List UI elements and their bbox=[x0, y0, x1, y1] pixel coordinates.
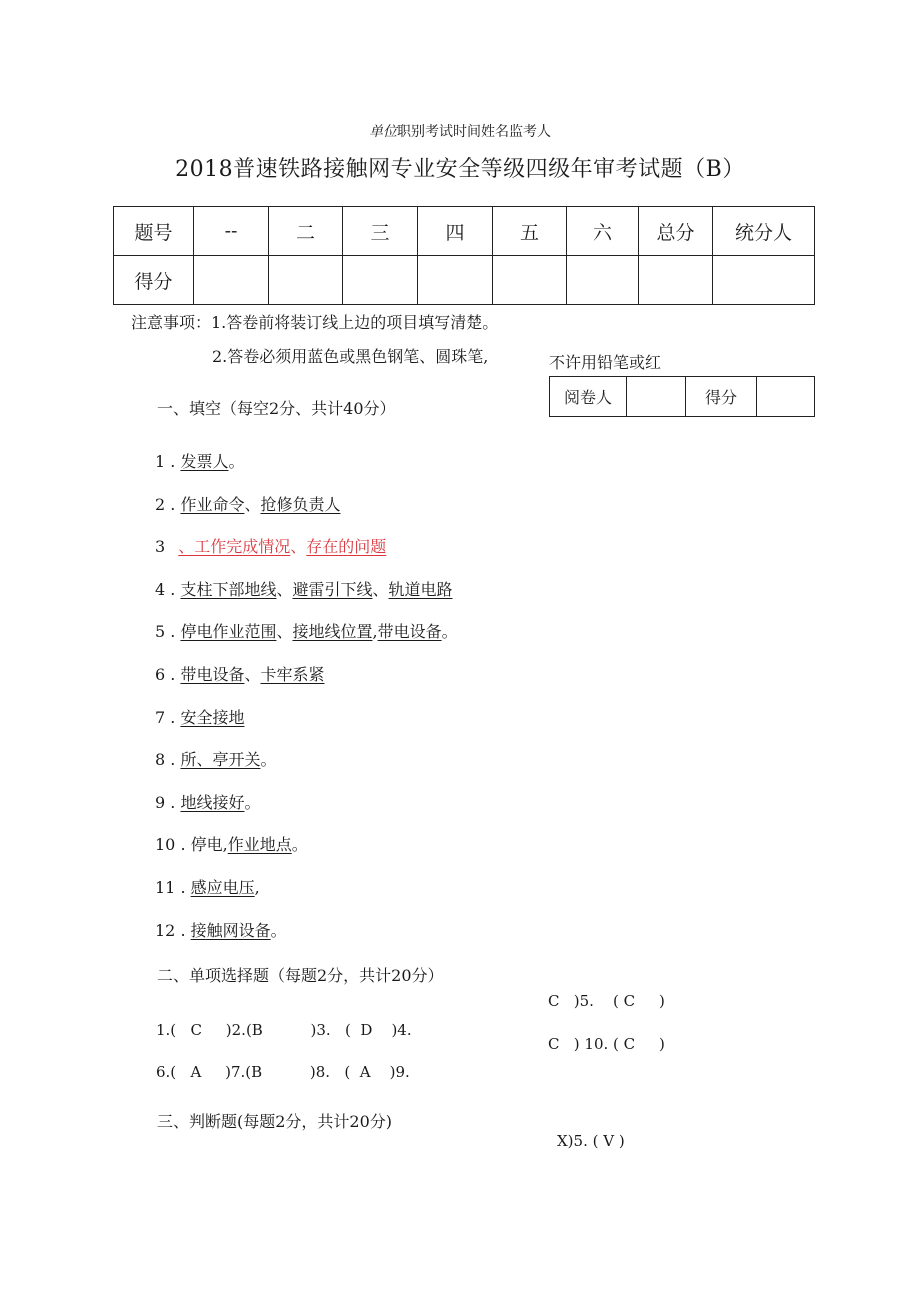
grader-box bbox=[549, 376, 815, 417]
grader-score-cell[interactable] bbox=[757, 377, 815, 417]
fill-blank-item bbox=[155, 790, 260, 813]
score-header-cell: 五 bbox=[493, 207, 567, 256]
score-row-label: 得分 bbox=[114, 256, 194, 305]
answer-punct: 、 bbox=[276, 622, 293, 642]
answer-blank[interactable]: 地线接好 bbox=[180, 792, 245, 812]
answer-blank[interactable]: 带电设备 bbox=[377, 622, 442, 642]
choice-answers-right-1: C )5. ( C ) bbox=[548, 992, 665, 1010]
answer-blank[interactable]: 接触网设备 bbox=[190, 920, 271, 940]
fill-blank-item bbox=[155, 534, 386, 557]
score-input-cell[interactable] bbox=[194, 256, 269, 305]
score-header-cell: 三 bbox=[343, 207, 418, 256]
answer-blank[interactable]: 感应电压 bbox=[190, 878, 255, 897]
score-header-cell: -- bbox=[194, 207, 269, 256]
fill-blank-item bbox=[155, 918, 287, 941]
notes-line-1: 注意事项：1.答卷前将装订线上边的项目填写清楚。 bbox=[131, 313, 499, 332]
fill-blank-item bbox=[155, 705, 244, 728]
answer-punct: 、 bbox=[372, 579, 389, 599]
item-number: 8 . bbox=[155, 750, 181, 770]
score-input-cell[interactable] bbox=[567, 256, 639, 305]
score-input-cell[interactable] bbox=[639, 256, 713, 305]
item-number: 10 . bbox=[155, 835, 191, 855]
item-number: 12 . bbox=[155, 920, 191, 940]
answer-punct: 、 bbox=[244, 494, 261, 514]
item-number: 11 . bbox=[155, 878, 191, 897]
item-number: 1 . bbox=[155, 452, 181, 471]
fill-blank-item bbox=[155, 832, 308, 855]
notes-line-2: 2.答卷必须用蓝色或黑色钢笔、圆珠笔, bbox=[212, 347, 489, 366]
answer-punct: 、 bbox=[244, 665, 261, 684]
fill-blank-item bbox=[155, 492, 340, 515]
answer-blank[interactable]: 所、亭开关 bbox=[180, 750, 261, 770]
choice-answers-line-1: 1.( C )2.(B )3. ( D )4. bbox=[156, 1021, 412, 1039]
exam-header-fields bbox=[0, 121, 920, 141]
notes-line-2-tail: 不许用铅笔或红 bbox=[549, 353, 662, 372]
item-number: 2 . bbox=[155, 494, 181, 514]
section-2-title: 二、单项选择题（每题2分，共计20分） bbox=[157, 966, 444, 985]
answer-blank[interactable]: 停电作业范围 bbox=[180, 622, 277, 642]
answer-punct: 停电, bbox=[190, 835, 228, 855]
answer-punct: 。 bbox=[291, 835, 308, 855]
answer-punct: 。 bbox=[270, 920, 287, 940]
fill-blank-item bbox=[155, 662, 324, 685]
score-header-cell: 总分 bbox=[639, 207, 713, 256]
score-input-cell[interactable] bbox=[343, 256, 418, 305]
section-3-title: 三、判断题(每题2分，共计20分) bbox=[157, 1112, 393, 1131]
header-fields: 职别考试时间姓名监考人 bbox=[397, 124, 551, 140]
answer-blank[interactable]: 、工作完成情况 bbox=[178, 537, 291, 557]
fill-blank-item bbox=[155, 449, 244, 472]
answer-punct: 、 bbox=[276, 579, 293, 599]
answer-punct: 。 bbox=[244, 792, 261, 812]
choice-answers-right-2: C ) 10. ( C ) bbox=[548, 1035, 665, 1053]
item-number: 9 . bbox=[155, 792, 181, 812]
fill-blank-item bbox=[155, 577, 453, 600]
item-number: 6 . bbox=[155, 665, 181, 684]
answer-blank[interactable]: 支柱下部地线 bbox=[180, 579, 277, 599]
item-number: 3 bbox=[155, 537, 171, 557]
answer-blank[interactable]: 避雷引下线 bbox=[292, 579, 373, 599]
answer-punct: 。 bbox=[260, 750, 277, 770]
score-input-cell[interactable] bbox=[713, 256, 815, 305]
page-title: 2018普速铁路接触网专业安全等级四级年审考试题（B） bbox=[175, 157, 745, 182]
score-input-cell[interactable] bbox=[269, 256, 343, 305]
score-header-cell: 二 bbox=[269, 207, 343, 256]
score-input-cell[interactable] bbox=[493, 256, 567, 305]
answer-blank[interactable]: 作业命令 bbox=[180, 494, 245, 514]
score-value-row bbox=[114, 256, 815, 305]
grader-label: 阅卷人 bbox=[550, 377, 627, 417]
judgement-answers-right: X)5. ( V ) bbox=[557, 1132, 625, 1150]
answer-blank[interactable]: 抢修负责人 bbox=[260, 494, 341, 514]
score-input-cell[interactable] bbox=[418, 256, 493, 305]
answer-blank[interactable]: 发票人 bbox=[180, 452, 229, 471]
score-header-cell: 四 bbox=[418, 207, 493, 256]
answer-punct: 、 bbox=[290, 537, 307, 557]
answer-blank[interactable]: 带电设备 bbox=[180, 665, 245, 684]
answer-blank[interactable]: 接地线位置 bbox=[292, 622, 373, 642]
answer-punct: , bbox=[254, 878, 260, 897]
answer-punct: 。 bbox=[441, 622, 458, 642]
section-1-title: 一、填空（每空2分、共计40分） bbox=[157, 399, 396, 418]
score-header-cell: 题号 bbox=[114, 207, 194, 256]
answer-blank[interactable]: 存在的问题 bbox=[306, 537, 387, 557]
header-prefix: 单位 bbox=[369, 124, 397, 140]
answer-punct: 。 bbox=[228, 452, 245, 471]
score-table bbox=[113, 206, 815, 305]
fill-blank-item bbox=[155, 875, 260, 898]
answer-blank[interactable]: 作业地点 bbox=[227, 835, 292, 855]
choice-answers-line-2: 6.( A )7.(B )8. ( A )9. bbox=[156, 1063, 410, 1081]
answer-blank[interactable]: 安全接地 bbox=[180, 707, 245, 727]
item-number: 4 . bbox=[155, 579, 181, 599]
score-header-cell: 六 bbox=[567, 207, 639, 256]
answer-blank[interactable]: 卡牢系紧 bbox=[260, 665, 325, 684]
score-header-row bbox=[114, 207, 815, 256]
item-number: 5 . bbox=[155, 622, 181, 642]
grader-score-label: 得分 bbox=[686, 377, 757, 417]
grader-input-cell[interactable] bbox=[627, 377, 686, 417]
answer-punct: , bbox=[372, 622, 378, 642]
fill-blank-item bbox=[155, 747, 276, 770]
answer-blank[interactable]: 轨道电路 bbox=[388, 579, 453, 599]
fill-blank-item bbox=[155, 619, 458, 642]
item-number: 7 . bbox=[155, 707, 181, 727]
score-header-cell: 统分人 bbox=[713, 207, 815, 256]
